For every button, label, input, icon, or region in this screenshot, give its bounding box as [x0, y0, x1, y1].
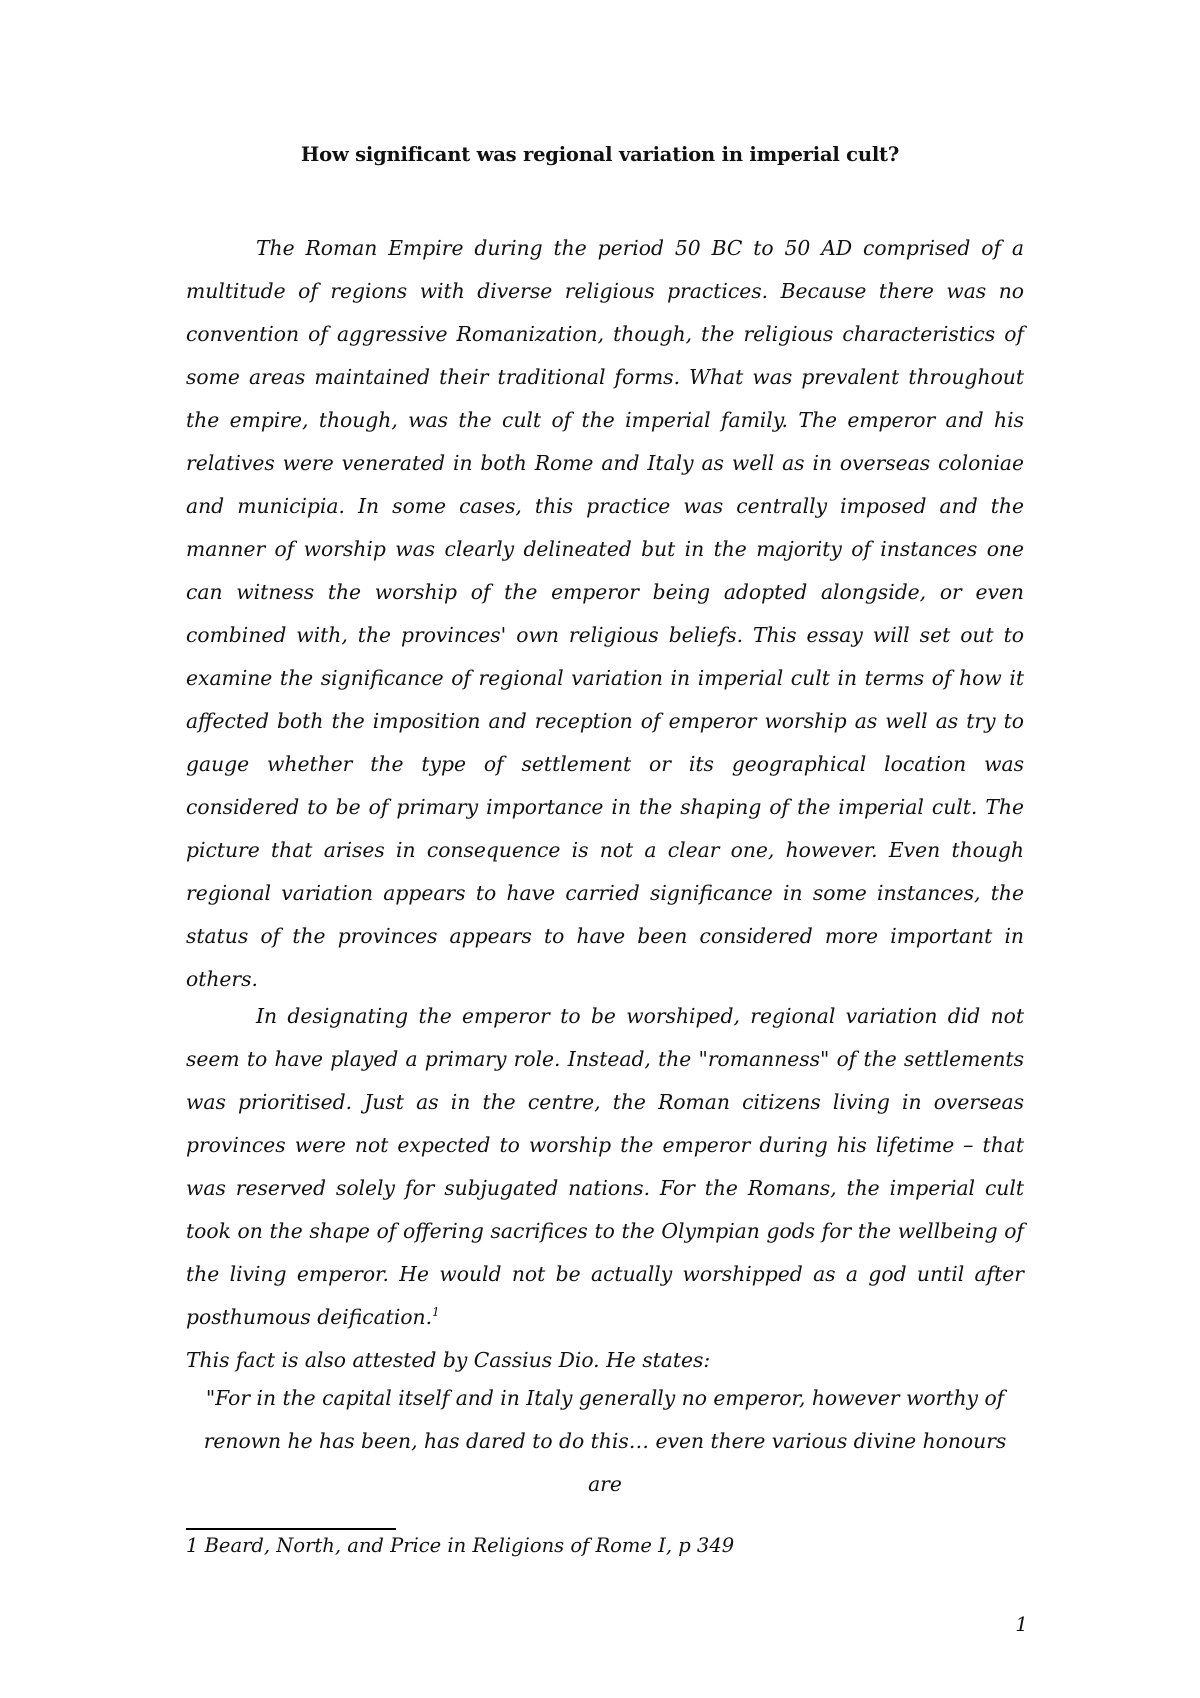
paragraph-intro: The Roman Empire during the period 50 BC to 50 AD comprised of a multitude of regions with diverse religious practices. Because there was no convention of aggressive Romanization, though, the religious characteristics of some areas maintained their traditional forms. What was prevalent throughout the empire, though, was the cult of the imperial family. The emperor and his relatives were venerated in both Rome and Italy as well as in overseas coloniae and municipia. In some cases, this practice was centrally imposed and the manner of worship was clearly delineated but in the majority of instances one can witness the worship of the emperor being adopted alongside, or even combined with, the provinces' own religious beliefs. This essay will set out to examine the significance of regional variation in imperial cult in terms of how it affected both the imposition and reception of emperor worship as well as try to gauge whether the type of settlement or its geographical location was considered to be of primary importance in the shaping of the imperial cult. The picture that arises in consequence is not a clear one, however. Even though regional variation appears to have carried significance in some instances, the status of the provinces appears to have been considered more important in others. — [186, 236, 1024, 991]
page-number: 1 — [1015, 1612, 1028, 1636]
footnote-reference: 1 — [432, 1305, 440, 1320]
paragraph-designation-text: In designating the emperor to be worshiped, regional variation did not seem to have played a primary role. Instead, the "romanness" of the settlements was prioritised. Just as in the centre, the Roman citizens living in overseas provinces were not expected to worship the emperor during his lifetime – that was reserved solely for subjugated nations. For the Romans, the imperial cult took on the shape of offering sacrifices to the Olympian gods for the wellbeing of the living emperor. He would not be actually worshipped as a god until after posthumous deification. — [186, 1004, 1024, 1329]
quote-line: renown he has been, has dared to do this… even there various divine honours are — [203, 1429, 1007, 1496]
paragraph-designation — [186, 995, 1024, 1382]
footnote-separator — [186, 1528, 396, 1530]
footnote: 1 Beard, North, and Price in Religions of Rome I, p 349 — [186, 1534, 735, 1557]
quote-line: "For in the capital itself and in Italy generally no emperor, however worthy of — [205, 1386, 1005, 1410]
essay-title: How significant was regional variation in imperial cult? — [300, 143, 900, 166]
block-quote — [186, 1377, 1024, 1506]
paragraph-designation-tail: This fact is also attested by Cassius Dio. He states: — [186, 1348, 711, 1372]
